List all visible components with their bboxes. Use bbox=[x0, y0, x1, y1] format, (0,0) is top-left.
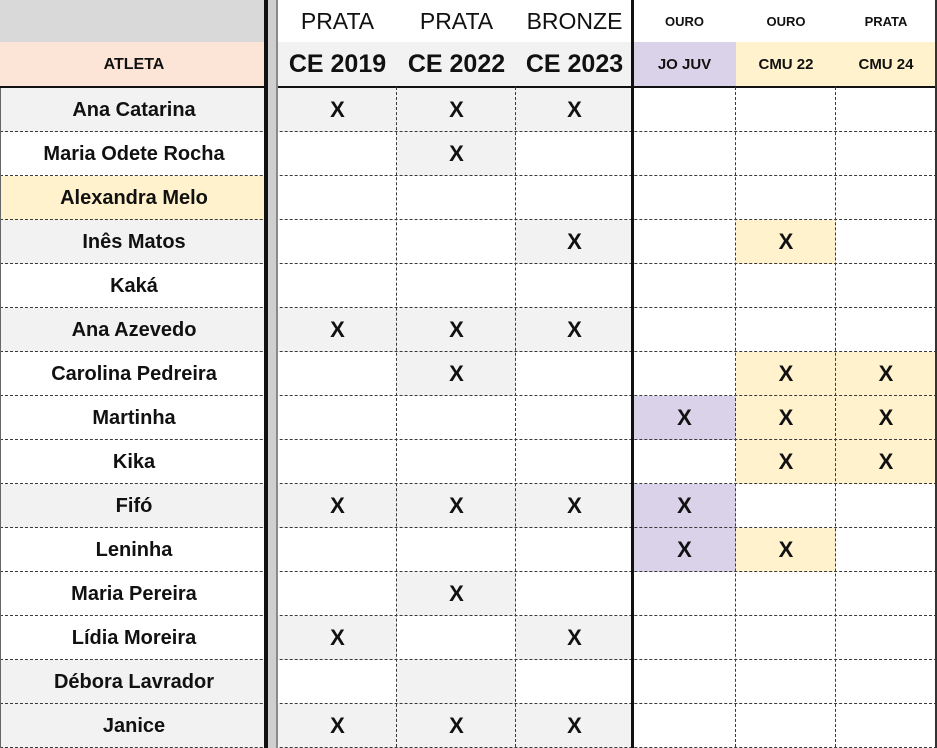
empty-cell bbox=[397, 528, 516, 572]
medal-mark: X bbox=[516, 484, 633, 528]
row-separator bbox=[0, 659, 937, 660]
empty-cell bbox=[736, 572, 836, 616]
medal-mark: X bbox=[633, 396, 736, 440]
empty-cell bbox=[633, 220, 736, 264]
empty-cell bbox=[278, 176, 397, 220]
medal-mark: X bbox=[278, 308, 397, 352]
empty-cell bbox=[516, 572, 633, 616]
row-separator bbox=[0, 615, 937, 616]
row-separator bbox=[0, 307, 937, 308]
empty-cell bbox=[836, 484, 936, 528]
name-divider-inner bbox=[276, 0, 278, 748]
name-divider-grey bbox=[268, 0, 276, 748]
empty-cell bbox=[278, 572, 397, 616]
empty-cell bbox=[736, 484, 836, 528]
event-label: CE 2022 bbox=[397, 42, 516, 87]
medal-mark: X bbox=[397, 308, 516, 352]
column-separator bbox=[515, 87, 516, 747]
column-separator bbox=[835, 87, 836, 747]
empty-cell bbox=[633, 704, 736, 748]
athlete-name: Kika bbox=[112, 450, 156, 473]
medal-mark: X bbox=[278, 88, 397, 132]
empty-cell bbox=[633, 660, 736, 704]
medal-mark: X bbox=[836, 396, 936, 440]
athlete-name: Fifó bbox=[0, 484, 268, 528]
medal-mark: X bbox=[278, 704, 397, 748]
row-separator bbox=[0, 483, 937, 484]
athlete-name: Ana Catarina bbox=[0, 88, 268, 132]
medal-mark: X bbox=[516, 704, 633, 748]
empty-cell bbox=[736, 660, 836, 704]
empty-cell bbox=[633, 616, 736, 660]
empty-cell bbox=[278, 352, 397, 396]
medal-mark: X bbox=[836, 352, 936, 396]
column-separator bbox=[735, 87, 736, 747]
medal-label: OURO bbox=[766, 13, 806, 29]
empty-cell bbox=[397, 660, 516, 704]
row-separator bbox=[0, 439, 937, 440]
empty-cell bbox=[836, 88, 936, 132]
row-separator bbox=[0, 527, 937, 528]
empty-cell bbox=[633, 572, 736, 616]
empty-cell bbox=[836, 264, 936, 308]
medal-label: OURO bbox=[665, 13, 704, 29]
athlete-name: Maria Pereira bbox=[71, 582, 197, 605]
empty-cell bbox=[397, 176, 516, 220]
row-separator bbox=[0, 131, 937, 132]
athlete-name: Maria Odete Rocha bbox=[43, 142, 225, 165]
empty-cell bbox=[278, 528, 397, 572]
empty-cell bbox=[633, 132, 736, 176]
empty-cell bbox=[516, 132, 633, 176]
medal-mark: X bbox=[278, 484, 397, 528]
medal-mark: X bbox=[516, 220, 633, 264]
empty-cell bbox=[516, 176, 633, 220]
empty-cell bbox=[736, 704, 836, 748]
empty-cell bbox=[736, 264, 836, 308]
event-label: JO JUV bbox=[633, 42, 736, 87]
athlete-name: Martinha bbox=[92, 406, 176, 429]
empty-cell bbox=[516, 660, 633, 704]
row-separator bbox=[0, 219, 937, 220]
empty-cell bbox=[278, 264, 397, 308]
medal-mark: X bbox=[278, 616, 397, 660]
empty-cell bbox=[278, 396, 397, 440]
event-label: CMU 22 bbox=[736, 42, 836, 87]
medal-mark: X bbox=[397, 132, 516, 176]
medal-label: BRONZE bbox=[526, 7, 623, 34]
athlete-name: Lídia Moreira bbox=[71, 626, 197, 649]
empty-cell bbox=[516, 440, 633, 484]
athlete-name: Ana Azevedo bbox=[0, 308, 268, 352]
empty-cell bbox=[736, 132, 836, 176]
header-blank-cell bbox=[0, 0, 268, 42]
athlete-name: Leninha bbox=[95, 538, 173, 561]
empty-cell bbox=[516, 528, 633, 572]
medal-mark: X bbox=[736, 440, 836, 484]
row-separator bbox=[0, 571, 937, 572]
empty-cell bbox=[633, 352, 736, 396]
empty-cell bbox=[736, 176, 836, 220]
empty-cell bbox=[836, 704, 936, 748]
empty-cell bbox=[278, 132, 397, 176]
athlete-name: Alexandra Melo bbox=[0, 176, 268, 220]
row-separator bbox=[0, 703, 937, 704]
medal-mark: X bbox=[736, 220, 836, 264]
empty-cell bbox=[736, 616, 836, 660]
row-separator bbox=[0, 175, 937, 176]
event-label: CE 2019 bbox=[278, 42, 397, 87]
row-separator bbox=[0, 263, 937, 264]
medal-label: PRATA bbox=[419, 7, 494, 34]
medal-mark: X bbox=[397, 352, 516, 396]
athlete-name: Carolina Pedreira bbox=[51, 362, 217, 385]
medal-mark: X bbox=[516, 88, 633, 132]
medal-mark: X bbox=[397, 484, 516, 528]
row-separator bbox=[0, 351, 937, 352]
empty-cell bbox=[633, 88, 736, 132]
empty-cell bbox=[633, 176, 736, 220]
athlete-name: Kaká bbox=[110, 274, 158, 297]
empty-cell bbox=[836, 572, 936, 616]
medal-mark: X bbox=[397, 704, 516, 748]
empty-cell bbox=[633, 440, 736, 484]
empty-cell bbox=[836, 616, 936, 660]
empty-cell bbox=[397, 220, 516, 264]
empty-cell bbox=[516, 264, 633, 308]
sheet-left-border bbox=[0, 88, 1, 748]
medal-mark: X bbox=[736, 396, 836, 440]
empty-cell bbox=[736, 88, 836, 132]
empty-cell bbox=[836, 308, 936, 352]
medal-mark: X bbox=[836, 440, 936, 484]
athlete-name: Débora Lavrador bbox=[0, 660, 268, 704]
empty-cell bbox=[516, 396, 633, 440]
empty-cell bbox=[397, 616, 516, 660]
medal-mark: X bbox=[736, 352, 836, 396]
medal-label: PRATA bbox=[864, 13, 908, 29]
empty-cell bbox=[836, 176, 936, 220]
medal-mark: X bbox=[397, 572, 516, 616]
empty-cell bbox=[836, 528, 936, 572]
event-label: CMU 24 bbox=[836, 42, 936, 87]
empty-cell bbox=[516, 352, 633, 396]
empty-cell bbox=[836, 132, 936, 176]
empty-cell bbox=[736, 308, 836, 352]
event-label: CE 2023 bbox=[516, 42, 633, 87]
empty-cell bbox=[397, 440, 516, 484]
empty-cell bbox=[836, 220, 936, 264]
medal-label: PRATA bbox=[300, 7, 375, 34]
medal-mark: X bbox=[736, 528, 836, 572]
medal-mark: X bbox=[397, 88, 516, 132]
empty-cell bbox=[836, 660, 936, 704]
column-separator bbox=[396, 87, 397, 747]
empty-cell bbox=[278, 440, 397, 484]
empty-cell bbox=[278, 220, 397, 264]
medal-mark: X bbox=[516, 308, 633, 352]
empty-cell bbox=[397, 396, 516, 440]
athlete-name: Inês Matos bbox=[0, 220, 268, 264]
empty-cell bbox=[633, 308, 736, 352]
medal-mark: X bbox=[633, 528, 736, 572]
empty-cell bbox=[278, 660, 397, 704]
header-bottom-border bbox=[0, 86, 937, 88]
athlete-column-header: ATLETA bbox=[0, 42, 268, 87]
group-divider bbox=[631, 0, 634, 748]
empty-cell bbox=[397, 264, 516, 308]
medal-mark: X bbox=[633, 484, 736, 528]
empty-cell bbox=[633, 264, 736, 308]
medal-mark: X bbox=[516, 616, 633, 660]
row-separator bbox=[0, 395, 937, 396]
athlete-name: Janice bbox=[0, 704, 268, 748]
